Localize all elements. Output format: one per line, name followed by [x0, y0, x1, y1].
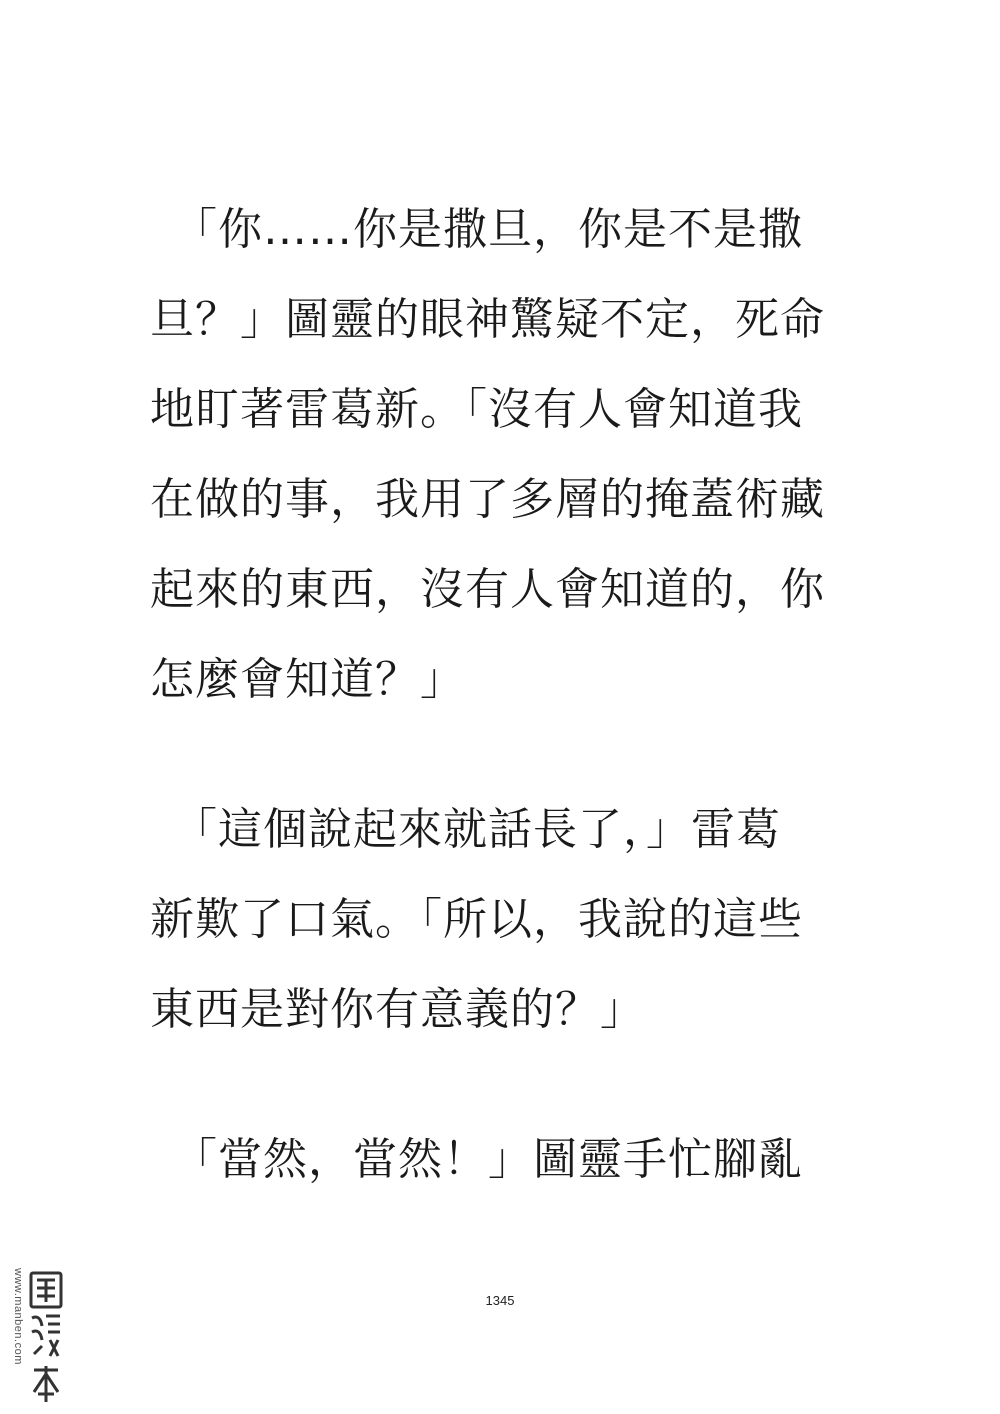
text-line-2: 旦？」圖靈的眼神驚疑不定，死命: [150, 294, 825, 345]
text-line-4: 在做的事，我用了多層的掩蓋術藏: [150, 474, 825, 525]
page-number: 1345: [485, 1293, 515, 1308]
text-line-8: 新歎了口氣。「所以，我說的這些: [150, 894, 803, 945]
text-line-1: 「你……你是撒旦，你是不是撒: [150, 204, 803, 255]
text-line-6: 怎麼會知道？」: [150, 654, 465, 705]
text-line-5: 起來的東西，沒有人會知道的，你: [150, 564, 825, 615]
text-line-9: 東西是對你有意義的？」: [150, 984, 645, 1035]
text-line-10: 「當然，當然！」圖靈手忙腳亂: [150, 1134, 803, 1185]
manben-logo-icon: [28, 1270, 64, 1406]
text-line-3: 地盯著雷葛新。「沒有人會知道我: [150, 384, 803, 435]
watermark-url: www.manben.com: [12, 1268, 24, 1365]
text-line-7: 「這個說起來就話長了，」雷葛: [150, 804, 781, 855]
